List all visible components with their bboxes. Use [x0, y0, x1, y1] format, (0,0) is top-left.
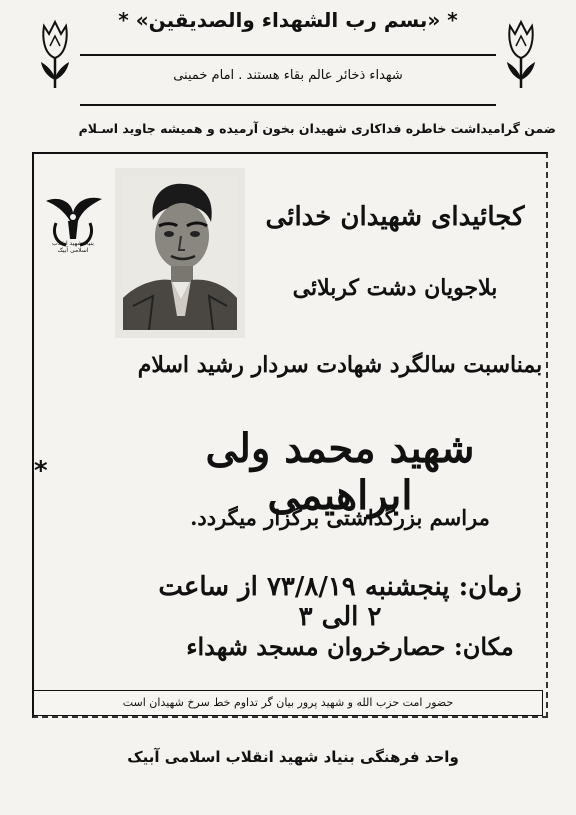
time-line: زمان: پنجشنبه ۷۳/۸/۱۹ از ساعت ۲ الی ۳	[158, 572, 522, 632]
logo-label: بنیاد شهید انقلاب اسلامی آبیک	[52, 240, 94, 254]
martyr-name: شهید محمد ولی ابراهیمی	[205, 425, 475, 519]
footer-credit: واحد فرهنگی بنیاد شهید انقلاب اسلامی آبیک	[127, 748, 459, 766]
occasion-line: بمناسبت سالگرد شهادت سردار رشید اسلام	[137, 352, 543, 378]
martyr-portrait	[115, 168, 245, 338]
title-text: «بسم رب الشهداء والصدیقین»	[135, 8, 441, 32]
intro-text: ضمن گرامیداشت خاطره فداکاری شهیدان بخون آرمیده و همیشه جاوید اسـلام	[78, 121, 556, 136]
verse-line-1: کجائیدای شهیدان خدائی	[265, 202, 525, 232]
title-star: *	[118, 8, 129, 32]
portrait-photo-icon	[123, 176, 237, 330]
ceremony-line: مراسم بزرگداشتی برگزار میگردد.	[190, 505, 490, 530]
title-star: *	[447, 8, 458, 32]
divider	[80, 54, 496, 56]
star-mark: *	[34, 456, 48, 486]
page-title	[0, 8, 576, 32]
martyr-foundation-logo-icon	[42, 187, 104, 277]
imam-quote: شهداء ذخائر عالم بقاء هستند . امام خمینی	[173, 68, 403, 83]
place-line: مکان: حصارخروان مسجد شهداء	[186, 632, 514, 661]
divider	[80, 104, 496, 106]
verse-line-2: بلاجویان دشت کربلائی	[292, 275, 498, 301]
notice-box: حضور امت حزب الله و شهید پرور بیان گر تداوم خط سرخ شهیدان است	[33, 690, 543, 716]
